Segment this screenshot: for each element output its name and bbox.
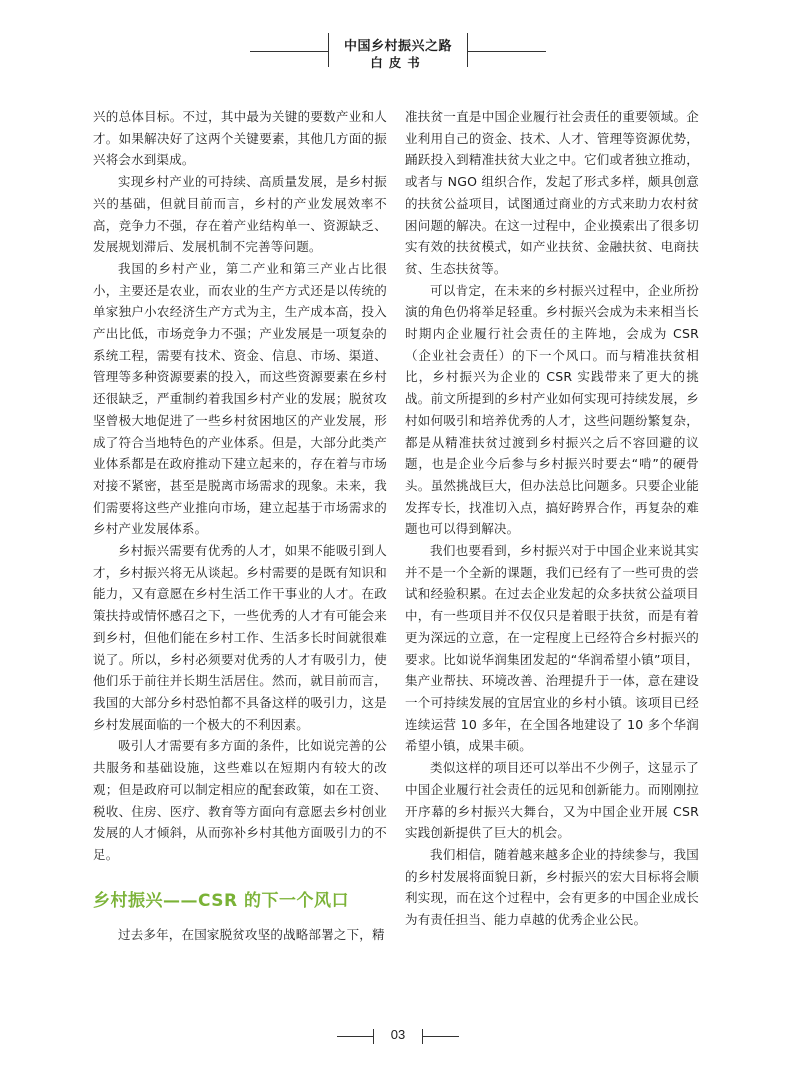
paragraph: 准扶贫一直是中国企业履行社会责任的重要领域。企业利用自己的资金、技术、人才、管理等资源优势，踊跃投入到精准扶贫大业之中。它们或者独立推动，或者与 NGO 组织合作，发起了形式多样，颇具创意的扶贫公益项目，试图通过商业的方式来助力农村贫困问题的解决。在这一过程中，企业摸索出了很多切实有效的扶贫模式，如产业扶贫、金融扶贫、电商扶贫、生态扶贫等。 <box>405 109 699 276</box>
right-column <box>405 106 699 931</box>
header-title: 中国乡村振兴之路 <box>343 39 452 54</box>
paragraph: 类似这样的项目还可以举出不少例子，这显示了中国企业履行社会责任的远见和创新能力。而刚刚拉开序幕的乡村振兴大舞台，又为中国企业开展 CSR 实践创新提供了巨大的机会。 <box>405 760 699 841</box>
page-number: 03 <box>390 1027 406 1042</box>
header-bar-left <box>328 33 329 67</box>
header-rule-right <box>468 51 546 52</box>
header-subtitle: 白皮书 <box>370 55 426 70</box>
header-bar-right <box>467 33 468 67</box>
paragraph: 吸引人才需要有多方面的条件，比如说完善的公共服务和基础设施，这些难以在短期内有较大的改观；但是政府可以制定相应的配套政策，如在工资、税收、住房、医疗、教育等方面向有意愿去乡村创业发展的人才倾斜，从而弥补乡村其他方面吸引力的不足。 <box>93 738 387 862</box>
paragraph: 我国的乡村产业，第二产业和第三产业占比很小，主要还是农业，而农业的生产方式还是以传统的单家独户小农经济生产方式为主，生产成本高，投入产出比低，市场竞争力不强；产业发展是一项复杂的系统工程，需要有技术、资金、信息、市场、渠道、管理等多种资源要素的投入，而这些资源要素在乡村还很缺乏，严重制约着我国乡村产业的发展；脱贫攻坚曾极大地促进了一些乡村贫困地区的产业发展，形成了符合当地特色的产业体系。但是，大部分此类产业体系都是在政府推动下建立起来的，存在着与市场对接不紧密，甚至是脱离市场需求的现象。未来，我们需要将这些产业推向市场，建立起基于市场需求的乡村产业发展体系。 <box>93 260 387 537</box>
paragraph: 兴的总体目标。不过，其中最为关键的要数产业和人才。如果解决好了这两个关键要素，其他几方面的振兴将会水到渠成。 <box>93 109 387 168</box>
left-column <box>93 106 387 945</box>
page-footer <box>0 1025 793 1049</box>
paragraph: 过去多年，在国家脱贫攻坚的战略部署之下，精 <box>118 926 385 942</box>
page-header <box>0 0 793 80</box>
paragraph: 我们也要看到，乡村振兴对于中国企业来说其实并不是一个全新的课题，我们已经有了一些可贵的尝试和经验积累。在过去企业发起的众多扶贫公益项目中，有一些项目并不仅仅只是着眼于扶贫，而是有着更为深远的立意，在一定程度上已经符合乡村振兴的要求。比如说华润集团发起的“华润希望小镇”项目，集产业帮扶、环境改善、治理提升于一体，意在建设一个可持续发展的宜居宜业的乡村小镇。该项目已经连续运营 10 多年，在全国各地建设了 10 多个华润希望小镇，成果丰硕。 <box>405 543 699 754</box>
header-rule-left <box>250 51 328 52</box>
paragraph: 可以肯定，在未来的乡村振兴过程中，企业所扮演的角色仍将举足轻重。乡村振兴会成为未来相当长时期内企业履行社会责任的主阵地，会成为 CSR（企业社会责任）的下一个风口。而与精准扶贫相比，乡村振兴为企业的 CSR 实践带来了更大的挑战。前文所提到的乡村产业如何实现可持续发展，乡村如何吸引和培养优秀的人才，这些问题纷繁复杂，都是从精准扶贫过渡到乡村振兴之后不容回避的议题，也是企业今后参与乡村振兴时要去“啃”的硬骨头。虽然挑战巨大，但办法总比问题多。只要企业能发挥专长，找准切入点，搞好跨界合作，再复杂的难题也可以得到解决。 <box>405 282 699 537</box>
paragraph: 乡村振兴需要有优秀的人才，如果不能吸引到人才，乡村振兴将无从谈起。乡村需要的是既有知识和能力，又有意愿在乡村生活工作干事业的人才。在政策扶持或情怀感召之下，一些优秀的人才有可能会来到乡村，但他们能在乡村工作、生活多长时间就很难说了。所以，乡村必须要对优秀的人才有吸引力，使他们乐于前往并长期生活居住。然而，就目前而言，我国的大部分乡村恐怕都不具备这样的吸引力，这是乡村发展面临的一个极大的不利因素。 <box>93 543 387 732</box>
paragraph: 实现乡村产业的可持续、高质量发展，是乡村振兴的基础，但就目前而言，乡村的产业发展效率不高，竞争力不强，存在着产业结构单一、资源缺乏、发展规划滞后、发展机制不完善等问题。 <box>93 174 387 255</box>
footer-rule-right <box>423 1036 459 1037</box>
section-heading: 乡村振兴——CSR 的下一个风口 <box>93 890 350 911</box>
paragraph: 我们相信，随着越来越多企业的持续参与，我国的乡村发展将面貌日新，乡村振兴的宏大目标将会顺利实现，而在这个过程中，会有更多的中国企业成长为有责任担当、能力卓越的优秀企业公民。 <box>405 846 699 928</box>
footer-rule-left <box>337 1036 373 1037</box>
